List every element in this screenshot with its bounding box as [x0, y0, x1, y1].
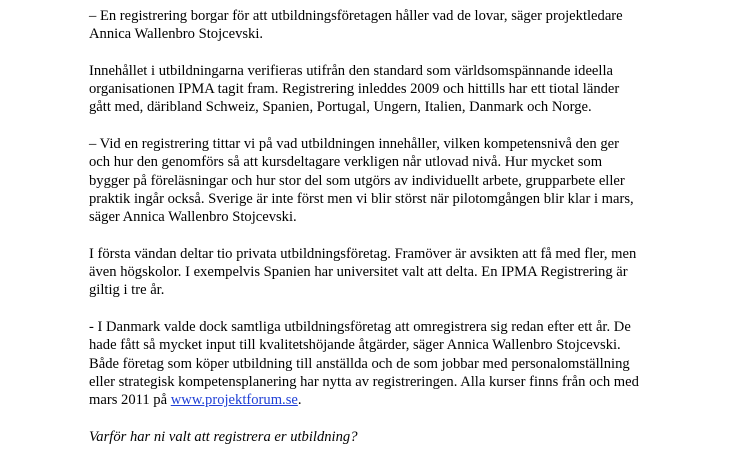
text-line: I första vändan deltar tio privata utbildningsföretag. Framöver är avsikten att få med fler, men: [89, 245, 637, 262]
text-line: och hur den genomförs så att kursdeltagare verkligen når utlovad nivå. Hur mycket som: [89, 154, 603, 171]
text-line: även högskolor. I exempelvis Spanien har universitet valt att delta. En IPMA Registrering är: [89, 264, 628, 281]
document-body: [89, 7, 689, 464]
text-line: organisationen IPMA tagit fram. Registrering inleddes 2009 och hittills har ett tiotal länder: [89, 81, 620, 98]
text-line-suffix: .: [297, 392, 302, 409]
text-line: Annica Wallenbro Stojcevski.: [89, 26, 264, 43]
question-heading: Varför har ni valt att registrera er utbildning?: [89, 428, 358, 445]
text-line: bygger på föreläsningar och hur stor del som utgörs av individuellt arbete, grupparbete eller: [89, 172, 625, 189]
text-line: gått med, däribland Schweiz, Spanien, Portugal, Ungern, Italien, Danmark och Norge.: [89, 99, 592, 116]
text-line: praktik ingår också. Sverige är inte först men vi blir störst när pilotomgången blir klar i mars,: [89, 190, 634, 207]
text-line: hade fått så mycket input till kvalitetshöjande åtgärder, säger Annica Wallenbro Stojcevski.: [89, 337, 621, 354]
text-line: – Vid en registrering tittar vi på vad utbildningen innehåller, vilken kompetensnivå den ger: [89, 136, 619, 153]
paragraph-quote-intro: [89, 7, 689, 44]
projektforum-link[interactable]: www.projektforum.se: [170, 392, 298, 409]
text-line: eller strategisk kompetensplanering har nytta av registreringen. Alla kurser finns från och med: [89, 373, 639, 390]
text-line: Innehållet i utbildningarna verifieras utifrån den standard som världsomspännande ideella: [89, 62, 613, 79]
text-line: mars 2011 på: [89, 392, 171, 409]
text-line: Både företag som köper utbildning till anställda och de som jobbar med personalomställning: [89, 355, 630, 372]
paragraph-first-round: [89, 245, 689, 300]
paragraph-denmark: [89, 318, 689, 409]
text-line: säger Annica Wallenbro Stojcevski.: [89, 209, 297, 226]
text-line: – En registrering borgar för att utbildningsföretagen håller vad de lovar, säger projektledare: [89, 8, 623, 24]
text-line: giltig i tre år.: [89, 282, 165, 299]
text-line: - I Danmark valde dock samtliga utbildningsföretag att omregistrera sig redan efter ett år. De: [89, 319, 631, 336]
paragraph-ipma-standard: [89, 62, 689, 117]
paragraph-registration-process: [89, 135, 689, 226]
